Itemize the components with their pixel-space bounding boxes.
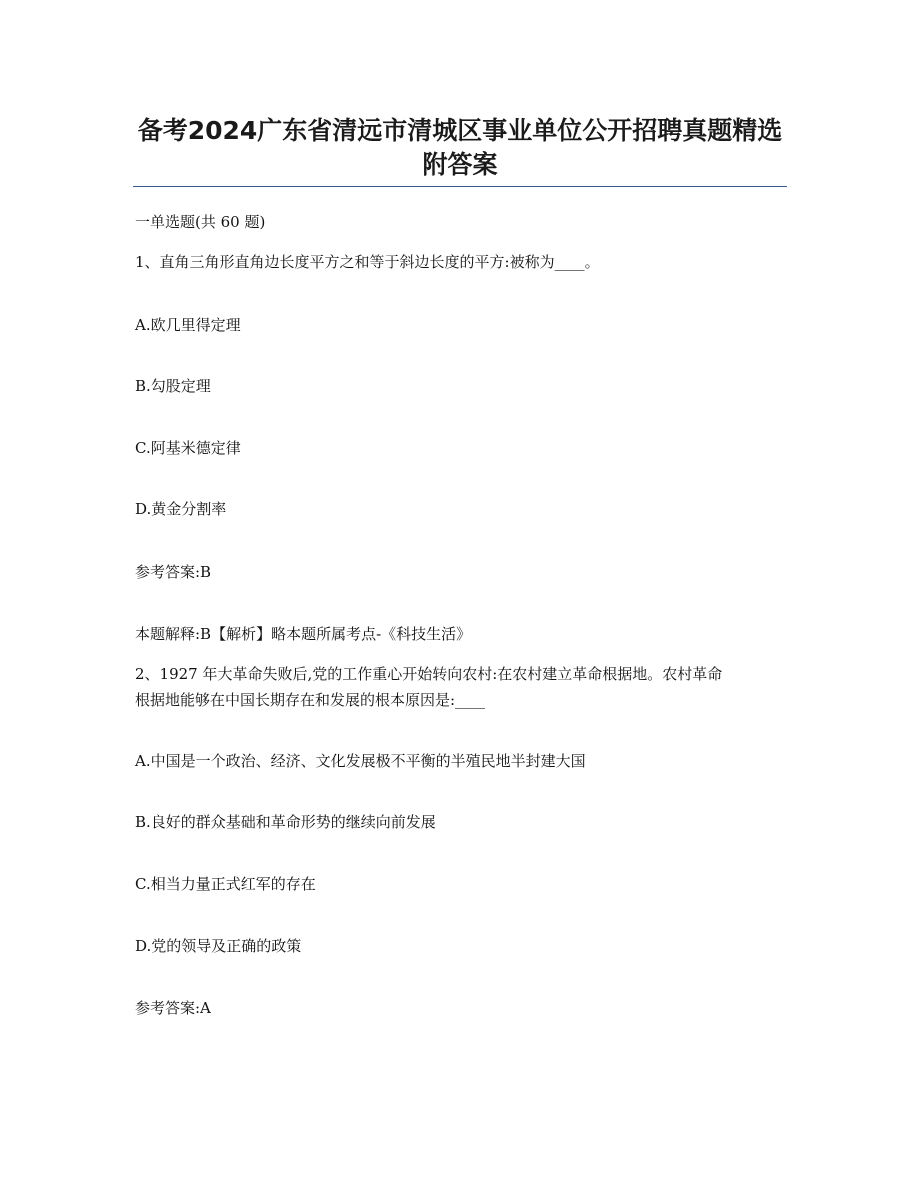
question-2-option-c: C.相当力量正式红军的存在 (135, 875, 316, 893)
question-1-stem: 1、直角三角形直角边长度平方之和等于斜边长度的平方:被称为____。 (135, 253, 600, 271)
question-2-option-b: B.良好的群众基础和革命形势的继续向前发展 (135, 813, 436, 831)
question-1-answer: 参考答案:B (135, 563, 212, 581)
title-divider (133, 186, 787, 187)
question-2-answer: 参考答案:A (135, 999, 211, 1017)
question-1-option-a: A.欧几里得定理 (135, 316, 241, 334)
question-2-option-a: A.中国是一个政治、经济、文化发展极不平衡的半殖民地半封建大国 (135, 752, 586, 770)
document-title-line2: 附答案 (422, 150, 498, 179)
question-1-option-b: B.勾股定理 (135, 377, 211, 395)
section-heading: 一单选题(共 60 题) (135, 213, 266, 231)
question-1-explanation: 本题解释:B【解析】略本题所属考点-《科技生活》 (135, 625, 472, 643)
document-title-line1: 备考2024广东省清远市清城区事业单位公开招聘真题精选 (137, 116, 783, 145)
question-2-stem-line2: 根据地能够在中国长期存在和发展的根本原因是:____ (135, 691, 486, 709)
question-1-option-c: C.阿基米德定律 (135, 439, 241, 457)
question-2-option-d: D.党的领导及正确的政策 (135, 937, 302, 955)
question-2-stem-line1: 2、1927 年大革命失败后,党的工作重心开始转向农村:在农村建立革命根据地。农村革命 (135, 665, 723, 683)
question-1-option-d: D.黄金分割率 (135, 500, 227, 518)
